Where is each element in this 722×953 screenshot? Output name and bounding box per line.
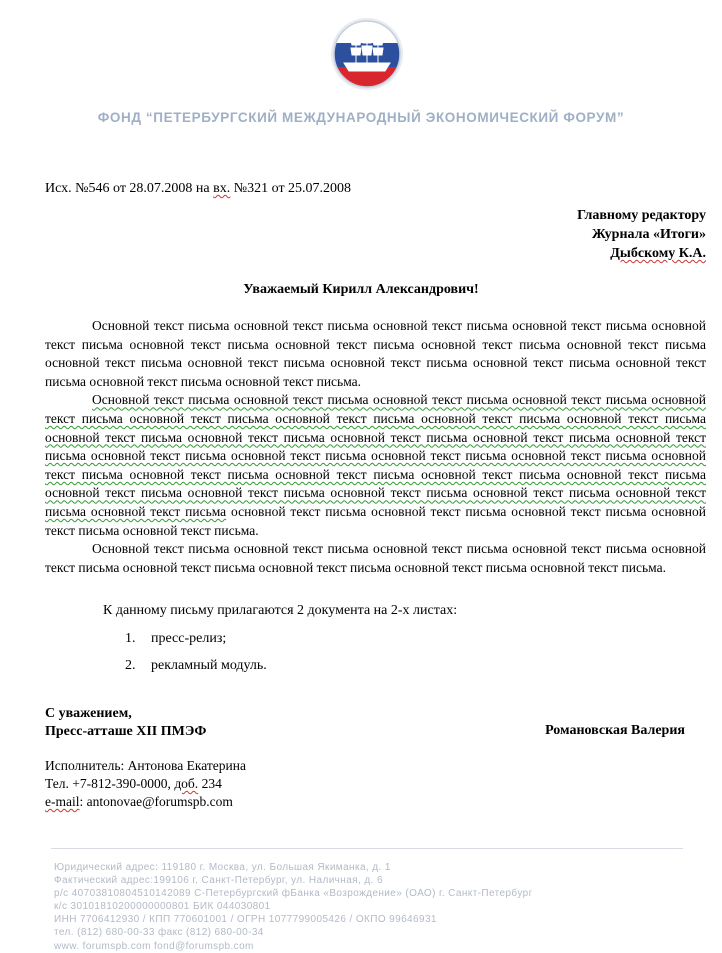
executor-email [45,793,246,811]
list-item-number: 1. [125,631,136,646]
footer-line-1: Юридический адрес: 119180 г. Москва, ул. Большая Якиманка, д. 1 [54,862,391,873]
list-item [125,631,267,658]
phone-ext: 234 [198,776,222,791]
email-label: e-mail [45,794,80,809]
recipient-line-2: Журнала «Итоги» [591,227,706,242]
list-item-text: пресс-релиз; [151,631,227,646]
paragraph-2 [45,391,706,540]
paragraph-1: Основной текст письма основной текст письма основной текст письма основной текст письма основной текст письма основной текст письма основной текст письма основной текст письма основной текст письма основной текст письма основной текст письма основной текст письма основной текст письма основной текст письма основной текст письма основной текст письма. [45,318,706,389]
attachments-list [125,631,267,685]
list-item-number: 2. [125,658,136,673]
outgoing-reference [45,181,351,197]
email-value: : antonovae@forumspb.com [79,794,233,809]
recipient-line-1: Главному редактору [577,208,706,223]
executor-phone [45,775,246,793]
reference-suffix: №321 от 25.07.2008 [230,181,352,196]
footer-line-7: www. forumspb.com fond@forumspb.com [54,940,254,952]
paragraph-3: Основной текст письма основной текст письма основной текст письма основной текст письма основной текст письма основной текст письма основной текст письма основной текст письма основной текст письма. [45,541,706,575]
footer-line-6: тел. (812) 680-00-33 факс (812) 680-00-34 [54,927,264,939]
paragraph-2-rest: основной текст письма основной текст письма основной текст письма основной текст письма основной текст письма. [45,503,706,538]
signer-name: Романовская Валерия [545,723,685,738]
list-item-text: рекламный модуль. [151,658,267,673]
forum-logo [330,17,404,91]
letter-body [45,317,706,577]
reference-prefix: Исх. №546 от 28.07.2008 на [45,181,214,196]
footer-line-2: Фактический адрес:199106 г. Санкт-Петербург, ул. Наличная, д. 6 [54,875,383,887]
footer-line-3: р/с 40703810804510142089 С-Петербургский фБанка «Возрождение» (ОАО) г. Санкт-Петербург [54,888,533,900]
reference-vx: вх. [213,181,231,196]
attachments-intro: К данному письму прилагаются 2 документа на 2-х листах: [103,603,458,618]
closing-position: Пресс-атташе XII ПМЭФ [45,724,207,739]
footer-line-4: к/с 30101810200000000801 БИК 044030801 [54,901,271,913]
footer-requisites [54,861,533,953]
list-item [125,658,267,685]
executor-name: Исполнитель: Антонова Екатерина [45,758,246,773]
salutation: Уважаемый Кирилл Александрович! [243,282,479,297]
recipient-block [577,206,706,263]
closing-block [45,705,206,741]
phone-prefix: Тел. +7-812-390-0000, [45,776,175,791]
paragraph-2-marked: Основной текст письма основной текст письма основной текст письма основной текст письма основной текст письма основной текст письма основной текст письма основной текст письма основной текст письма основной текст письма основной текст письма основной текст письма основной текст письма основной текст письма основной текст письма основной текст письма основной текст письма основной текст письма основной текст письма основной текст письма основной текст письма основной текст письма основной текст письма основной текст письма основной текст письма основной текст письма основной текст письма основной текст письма основной текст письма [45,392,706,519]
closing-regards: С уважением, [45,706,132,721]
footer-divider [51,848,683,849]
executor-block [45,757,246,811]
footer-line-5: ИНН 7706412930 / КПП 770601001 / ОГРН 1077799005426 / ОКПО 99646931 [54,914,437,926]
fund-title: ФОНД “ПЕТЕРБУРГСКИЙ МЕЖДУНАРОДНЫЙ ЭКОНОМИЧЕСКИЙ ФОРУМ” [97,110,625,125]
recipient-line-3: Дыбскому К.А. [610,246,706,261]
phone-ext-word: доб. [174,776,199,791]
